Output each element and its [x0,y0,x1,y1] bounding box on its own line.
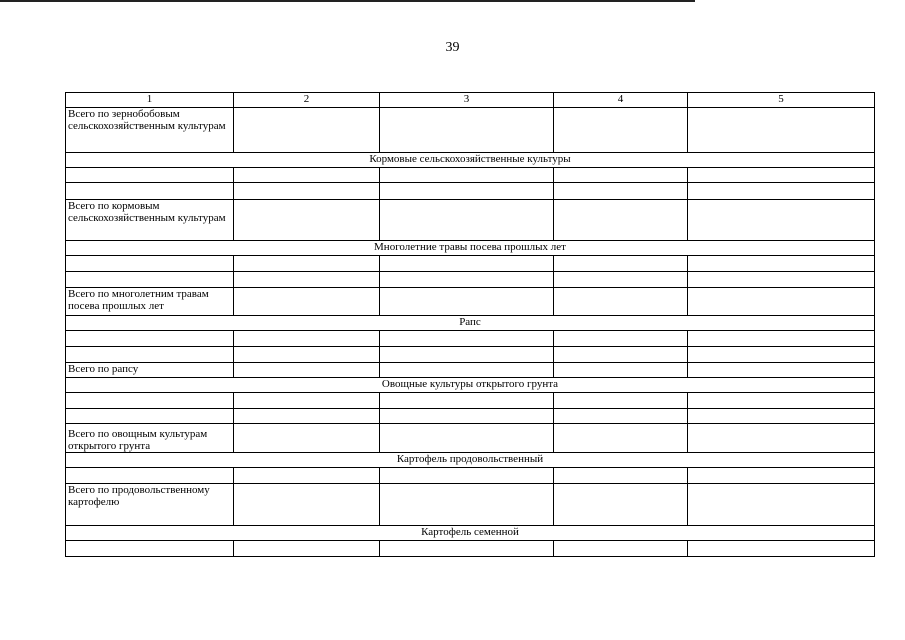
table-cell [554,409,688,424]
total-label-legumes: Всего по зернобобовым сельскохозяйственным культурам [66,108,234,153]
table-row [66,256,875,272]
table-row [66,409,875,424]
total-row-vegetables [66,424,875,453]
column-header-3: 3 [380,93,554,108]
table-cell [554,331,688,347]
table-cell [380,200,554,241]
table-cell [380,256,554,272]
section-title-perennial: Многолетние травы посева прошлых лет [66,241,875,256]
table-cell [234,168,380,183]
table-cell [234,363,380,378]
table-cell [688,409,875,424]
table-row [66,183,875,200]
table-header-row [66,93,875,108]
table-cell [554,424,688,453]
table-row [66,468,875,484]
total-row-legumes [66,108,875,153]
total-row-rapeseed [66,363,875,378]
table-cell [380,484,554,526]
table-cell [66,272,234,288]
table-cell [554,168,688,183]
table-cell [554,363,688,378]
table-cell [234,183,380,200]
table-cell [66,468,234,484]
table-cell [66,347,234,363]
table-cell [554,256,688,272]
section-row-potato-seed [66,526,875,541]
section-title-potato-seed: Картофель семенной [66,526,875,541]
table-cell [688,424,875,453]
table-cell [554,183,688,200]
table-cell [66,393,234,409]
table-row [66,331,875,347]
column-header-5: 5 [688,93,875,108]
table-cell [554,108,688,153]
table-cell [234,541,380,557]
table-cell [234,108,380,153]
table-cell [66,183,234,200]
table-cell [688,363,875,378]
table-cell [234,424,380,453]
table-cell [380,363,554,378]
table-cell [554,468,688,484]
table-row [66,541,875,557]
page-top-edge [0,0,695,2]
table-cell [380,424,554,453]
table-cell [380,288,554,316]
section-title-rapeseed: Рапс [66,316,875,331]
table-cell [554,393,688,409]
total-label-rapeseed: Всего по рапсу [66,363,234,378]
column-header-4: 4 [554,93,688,108]
table-cell [66,168,234,183]
table-cell [688,484,875,526]
table-cell [234,288,380,316]
page-number: 39 [445,40,460,55]
section-title-potato-food: Картофель продовольственный [66,453,875,468]
section-title-vegetables: Овощные культуры открытого грунта [66,378,875,393]
table-cell [234,256,380,272]
total-row-fodder [66,200,875,241]
table-cell [380,409,554,424]
table-cell [688,331,875,347]
table-cell [688,272,875,288]
table-cell [66,331,234,347]
total-label-fodder: Всего по кормовым сельскохозяйственным культурам [66,200,234,241]
table-cell [234,331,380,347]
table-cell [688,108,875,153]
table-cell [380,108,554,153]
section-row-perennial [66,241,875,256]
crop-data-table [65,92,875,557]
table-cell [688,183,875,200]
table-cell [234,347,380,363]
table-row [66,272,875,288]
table-cell [554,484,688,526]
table-cell [380,347,554,363]
section-row-fodder [66,153,875,168]
table-cell [554,272,688,288]
table-cell [688,168,875,183]
table-cell [380,168,554,183]
table-cell [688,468,875,484]
table-cell [380,272,554,288]
table-cell [234,468,380,484]
total-label-potato-food: Всего по продовольственному картофелю [66,484,234,526]
column-header-2: 2 [234,93,380,108]
table-cell [688,541,875,557]
column-header-1: 1 [66,93,234,108]
table-cell [554,347,688,363]
table-cell [66,409,234,424]
section-row-potato-food [66,453,875,468]
table-cell [234,409,380,424]
table-cell [380,331,554,347]
table-cell [688,256,875,272]
table-cell [380,183,554,200]
table-cell [688,288,875,316]
table-cell [554,200,688,241]
table-row [66,168,875,183]
table-row [66,347,875,363]
section-row-rapeseed [66,316,875,331]
table-cell [380,468,554,484]
total-row-potato-food [66,484,875,526]
table-cell [234,200,380,241]
section-title-fodder: Кормовые сельскохозяйственные культуры [66,153,875,168]
total-row-perennial [66,288,875,316]
table-cell [688,347,875,363]
table-cell [234,484,380,526]
table-cell [688,200,875,241]
table-cell [66,256,234,272]
table-row [66,393,875,409]
total-label-vegetables: Всего по овощным культурам открытого грунта [66,424,234,453]
total-label-perennial: Всего по многолетним травам посева прошлых лет [66,288,234,316]
table-cell [66,541,234,557]
section-row-vegetables [66,378,875,393]
table-cell [380,541,554,557]
table-cell [554,541,688,557]
table-cell [380,393,554,409]
table-cell [554,288,688,316]
table-cell [234,393,380,409]
table-cell [234,272,380,288]
table-cell [688,393,875,409]
